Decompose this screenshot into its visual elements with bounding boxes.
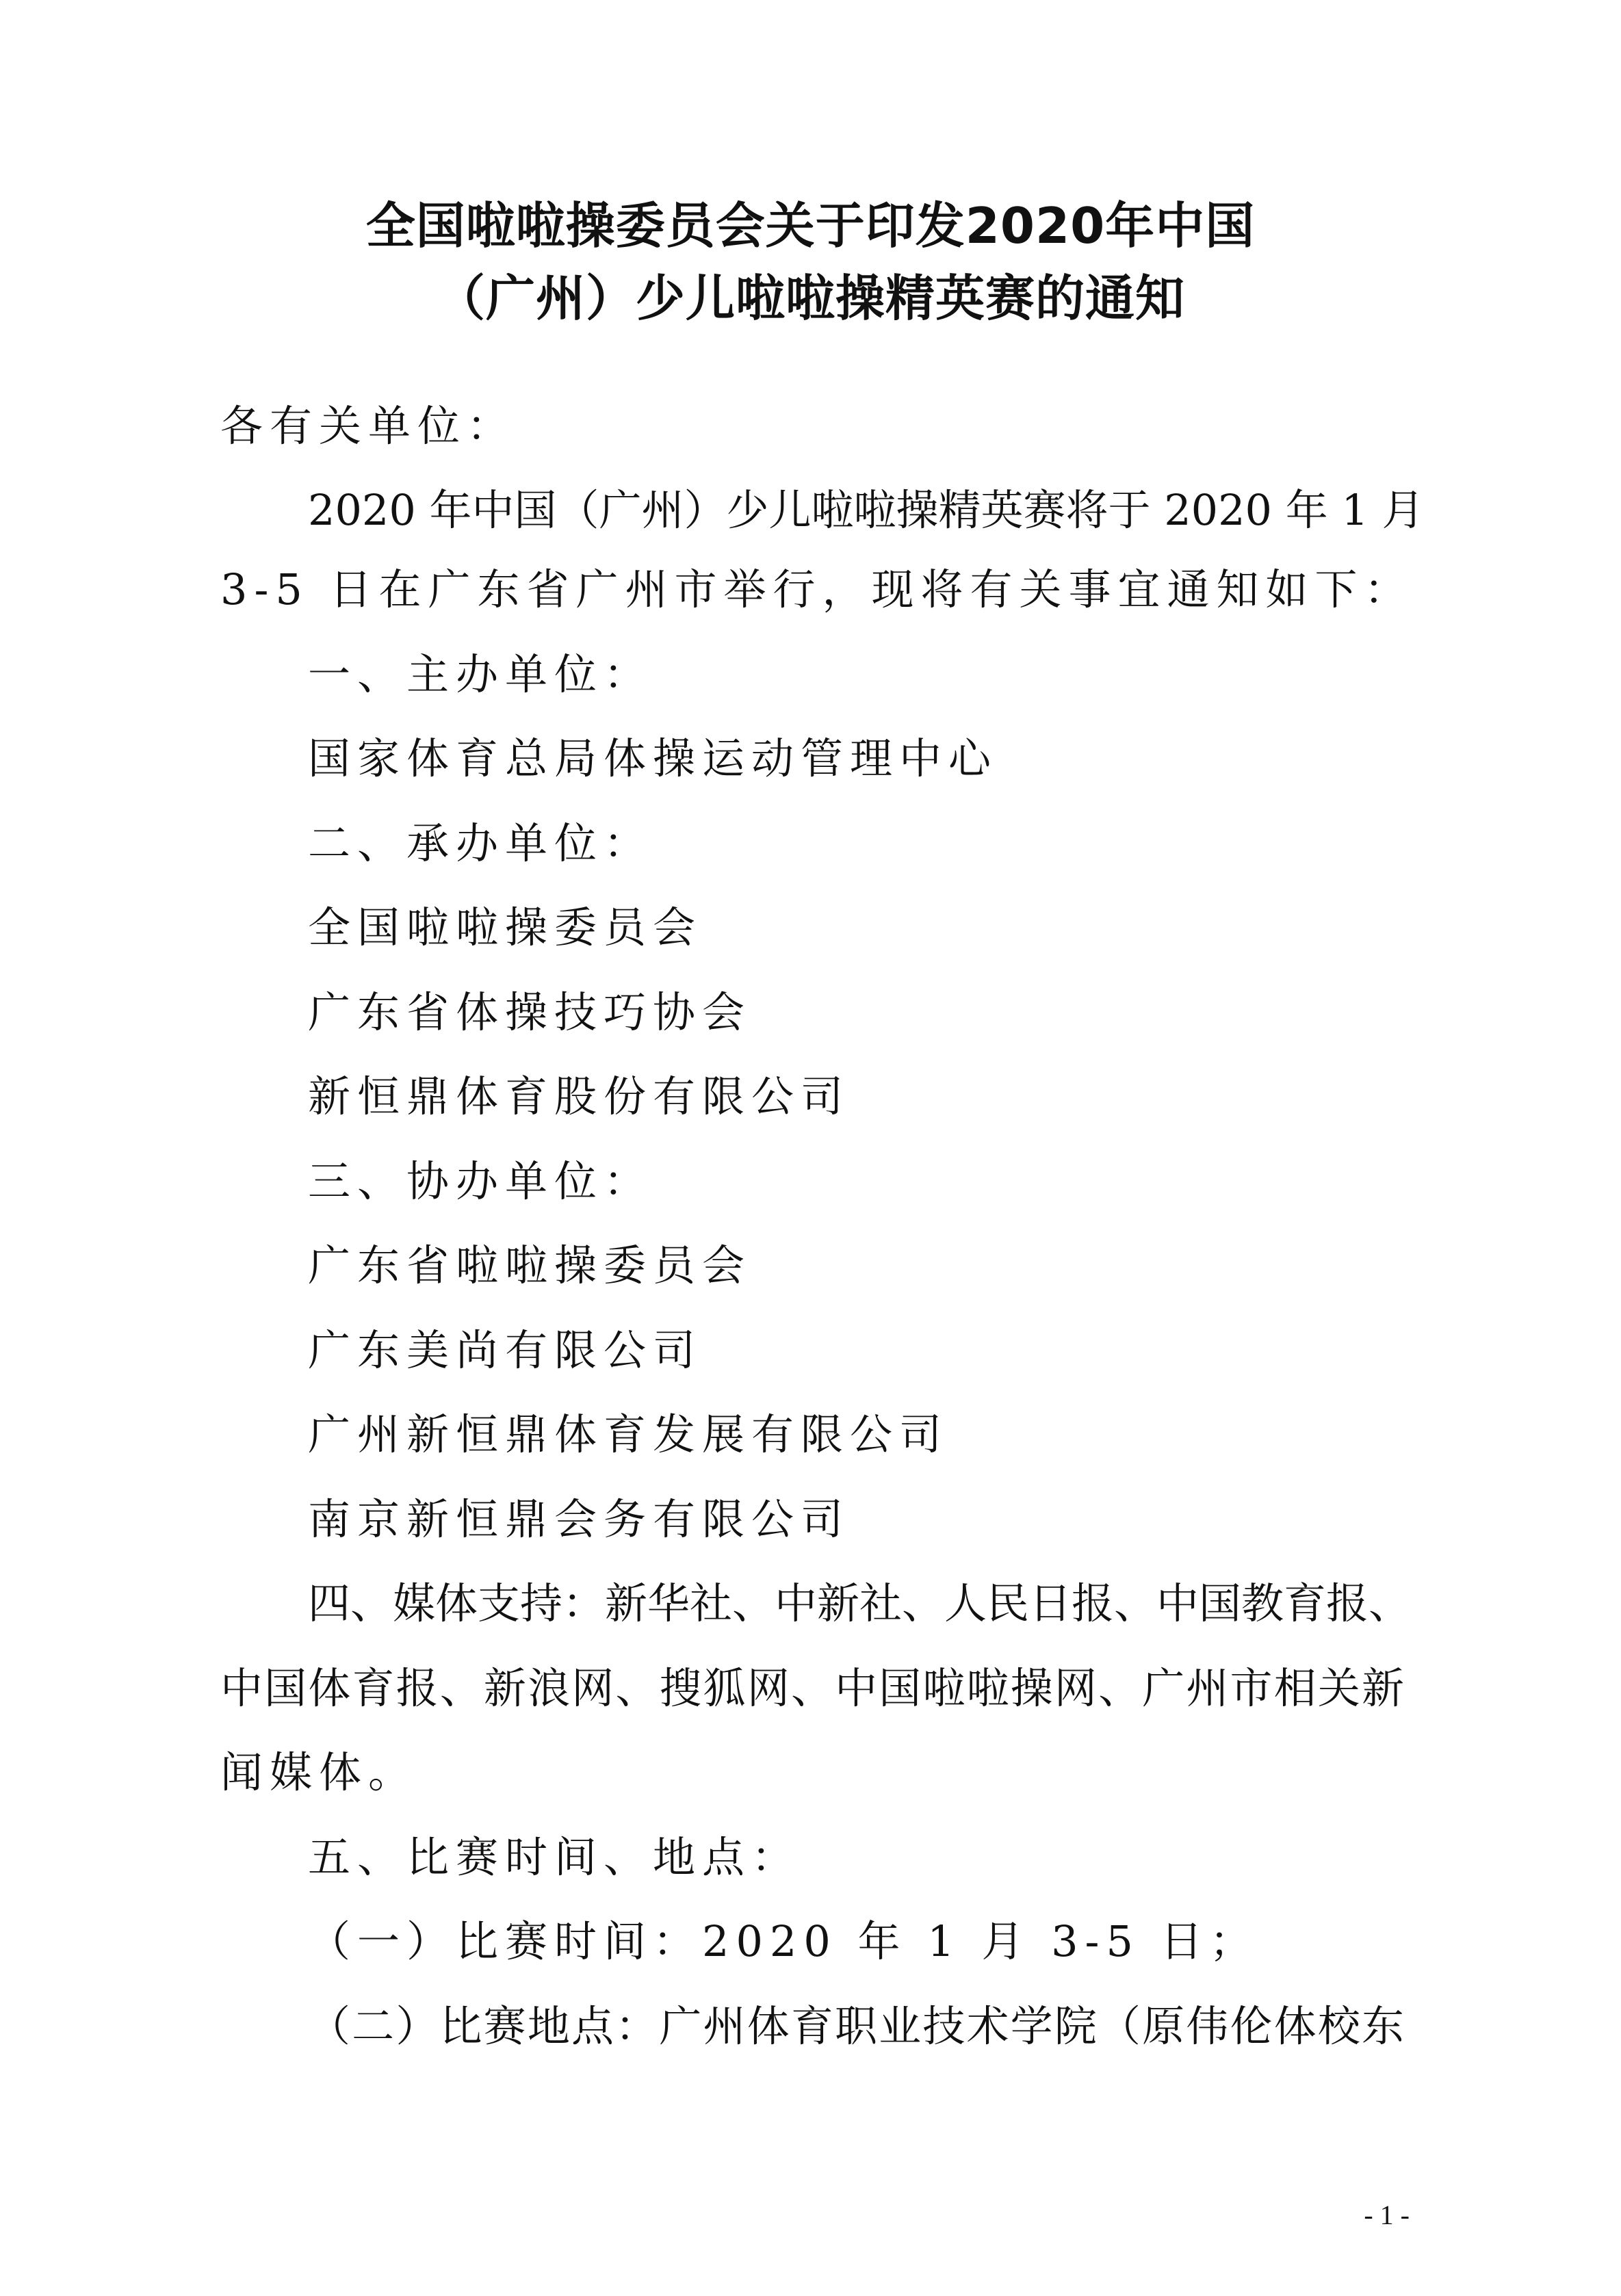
section-5-heading: 五、比赛时间、地点： (308, 1832, 801, 1882)
salutation: 各有关单位： (220, 401, 517, 451)
section-3-item: 南京新恒鼎会务有限公司 (308, 1494, 851, 1544)
intro-line-1: 2020 年中国（广州）少儿啦啦操精英赛将于 2020 年 1 月 (308, 485, 1425, 535)
section-3-heading: 三、协办单位： (308, 1156, 653, 1206)
document-title-line-1: 全国啦啦操委员会关于印发2020年中国 (365, 197, 1256, 255)
section-4-line-2: 中国体育报、新浪网、搜狐网、中国啦啦操网、广州市相关新 (220, 1663, 1404, 1713)
section-3-item: 广州新恒鼎体育发展有限公司 (308, 1409, 949, 1459)
page-number: - 1 - (1364, 2200, 1410, 2230)
section-4-line-1: 四、媒体支持：新华社、中新社、人民日报、中国教育报、 (308, 1578, 1412, 1628)
document-title-line-2: （广州）少儿啦啦操精英赛的通知 (435, 270, 1185, 327)
section-1-item: 国家体育总局体操运动管理中心 (308, 733, 998, 783)
intro-line-2: 3-5 日在广东省广州市举行，现将有关事宜通知如下： (220, 564, 1414, 614)
section-3-item: 广东省啦啦操委员会 (308, 1240, 752, 1290)
section-3-item: 广东美尚有限公司 (308, 1325, 703, 1375)
section-4-line-3: 闻媒体。 (220, 1747, 418, 1797)
section-2-item: 新恒鼎体育股份有限公司 (308, 1071, 851, 1121)
section-2-heading: 二、承办单位： (308, 818, 653, 868)
section-5-place: （二）比赛地点：广州体育职业技术学院（原伟伦体校东 (308, 2001, 1404, 2051)
section-5-time: （一）比赛时间：2020 年 1 月 3-5 日； (308, 1916, 1259, 1966)
section-2-item: 广东省体操技巧协会 (308, 987, 752, 1037)
section-2-item: 全国啦啦操委员会 (308, 902, 703, 952)
section-1-heading: 一、主办单位： (308, 649, 653, 699)
